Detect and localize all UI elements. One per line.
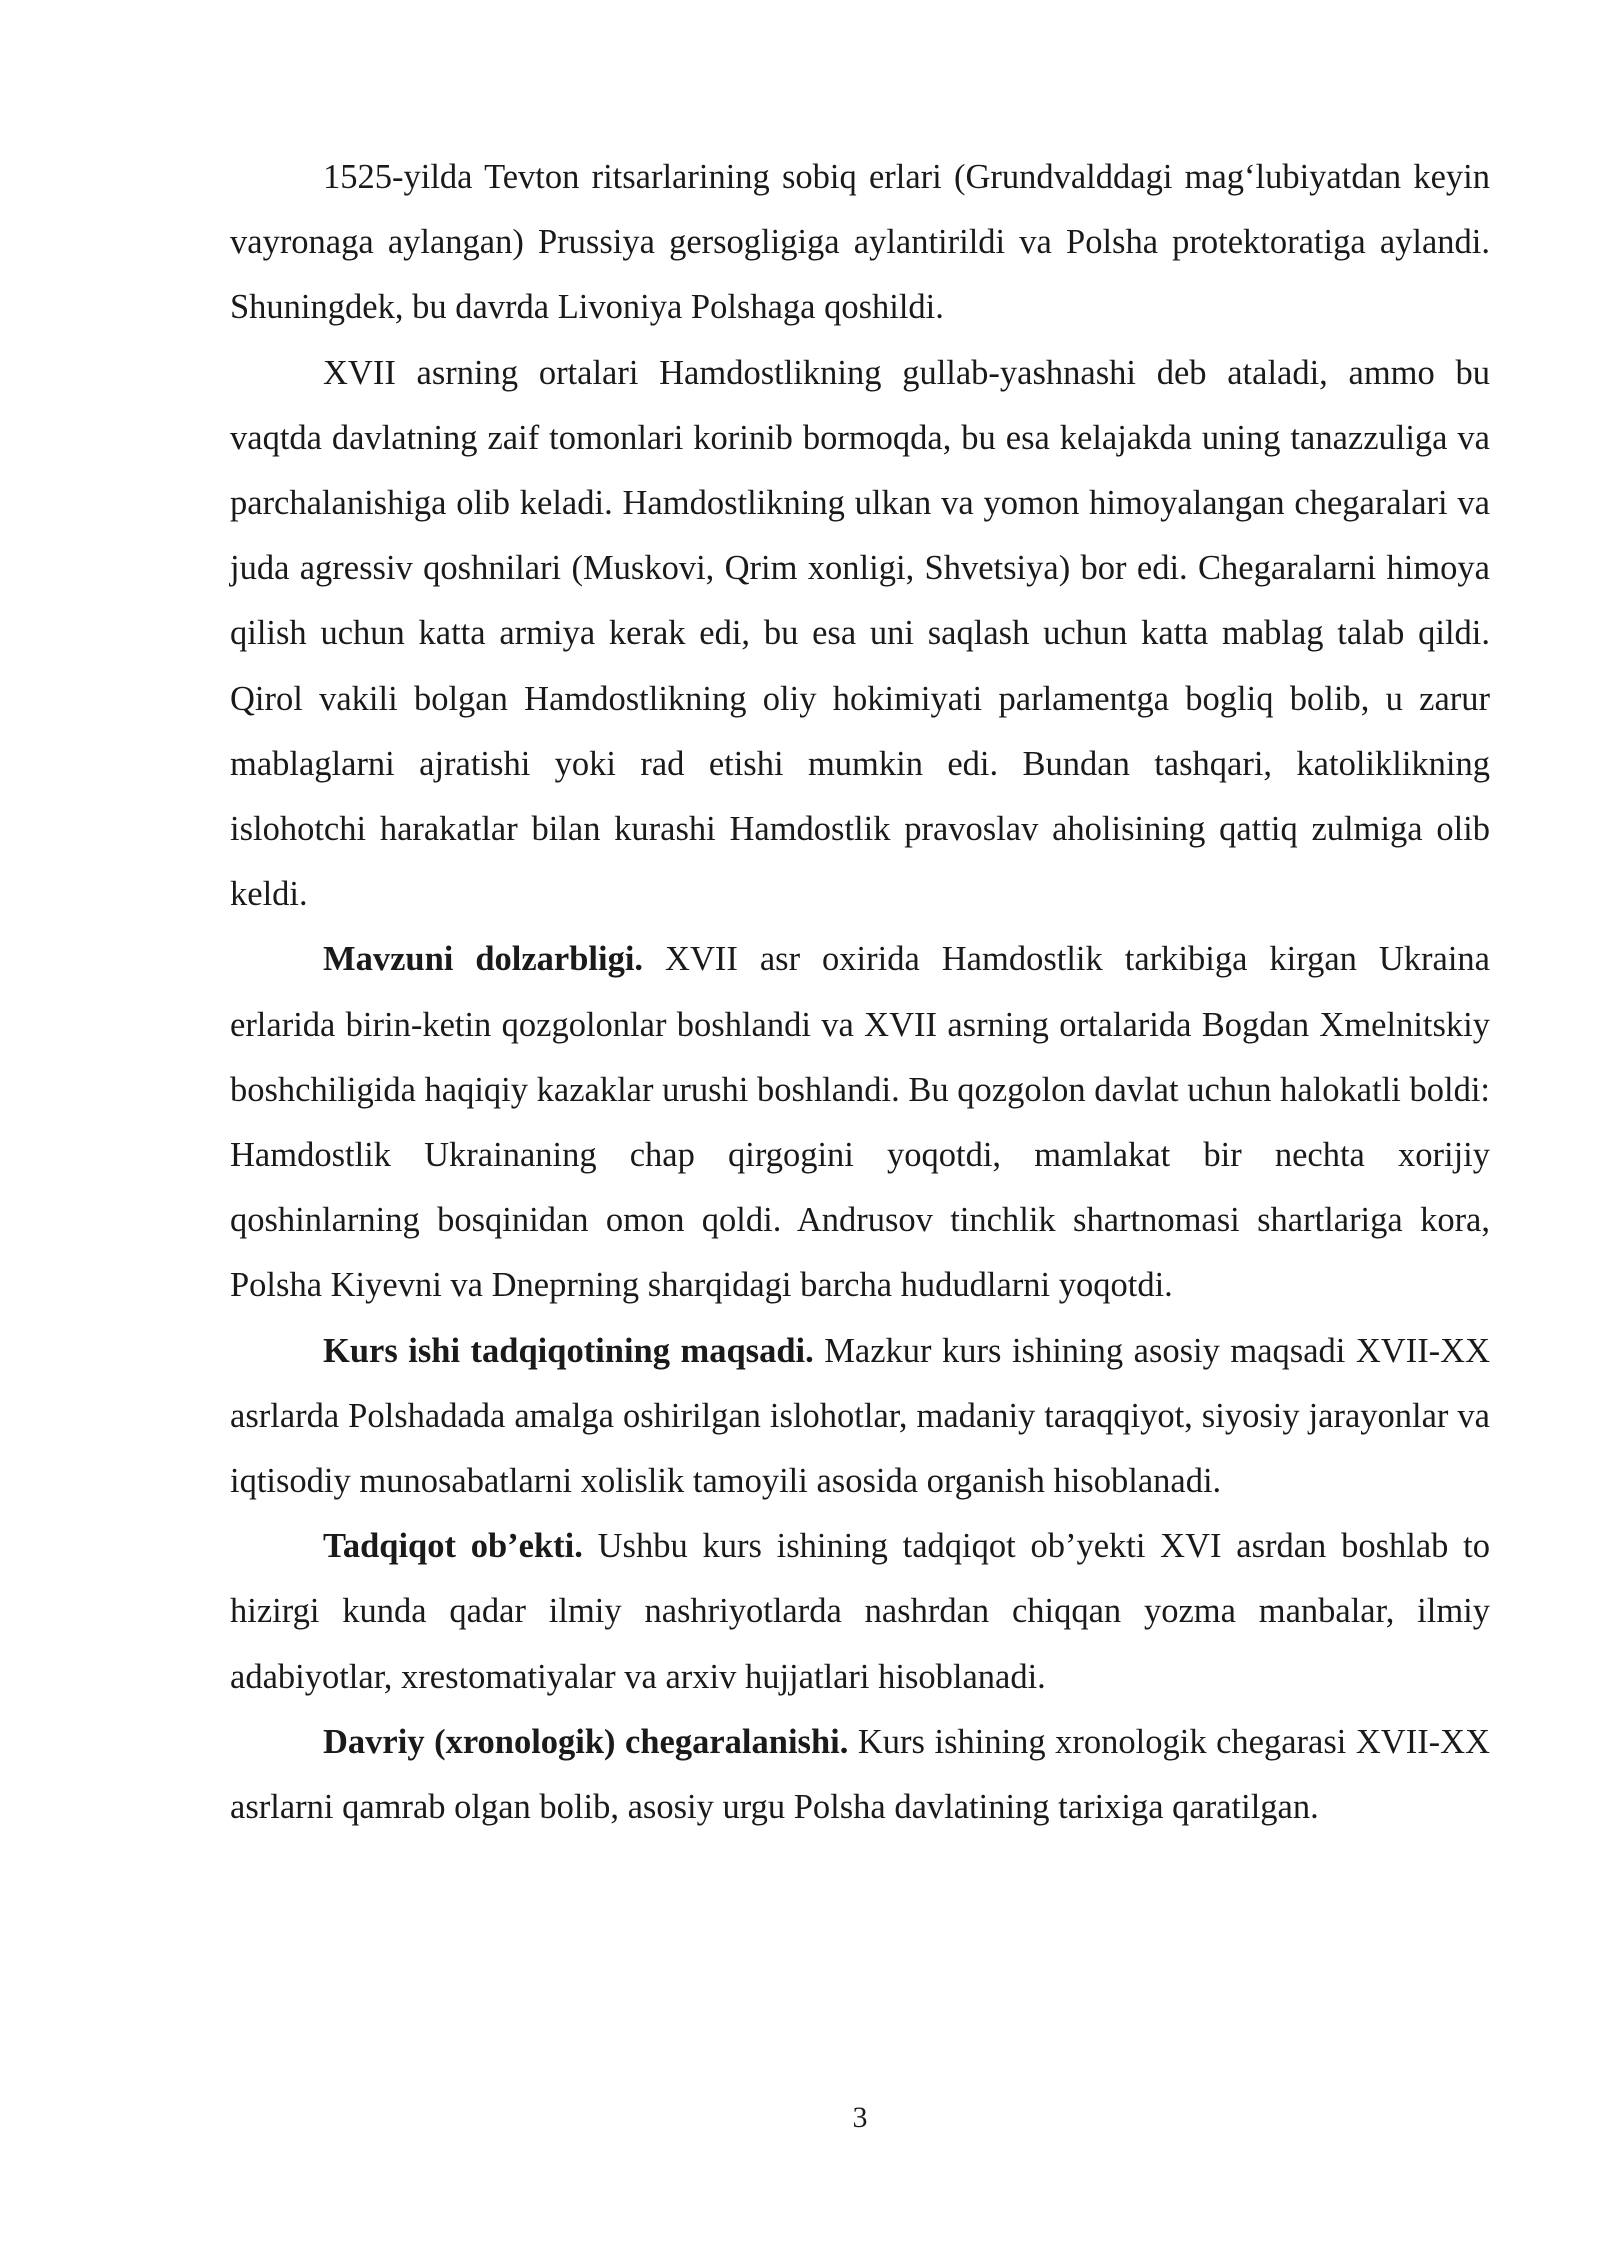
paragraph-goal-text: Mazkur kurs ishining asosiy maqsadi XVII-XX asrlarda Polshadada amalga oshirilgan islohotlar, madaniy taraqqiyot, siyosiy jarayonlar va iqtisodiy munosabatlarni xolislik tamoyili asosida organish hisoblanadi. [230,1331,1490,1501]
paragraph-chronology-text: Kurs ishining xronologik chegarasi XVII-XX asrlarni qamrab olgan bolib, asosiy urgu Polsha davlatining tarixiga qaratilgan. [230,1722,1490,1827]
paragraph-2-text: XVII asrning ortalari Hamdostlikning gullab-yashnashi deb ataladi, ammo bu vaqtda davlatning zaif tomonlari korinib bormoqda, bu esa kelajakda uning tanazzuliga va parchalanishiga olib keladi. Hamdostlikning ulkan va yomon himoyalangan chegaralari va juda agressiv qoshnilari (Muskovi, Qrim xonligi, Shvetsiya) bor edi. Chegaralarni himoya qilish uchun katta armiya kerak edi, bu esa uni saqlash uchun katta mablag talab qildi. Qirol vakili bolgan Hamdostlikning oliy hokimiyati parlamentga bogliq bolib, u zarur mablaglarni ajratishi yoki rad etishi mumkin edi. Bundan tashqari, katoliklikning islohotchi harakatlar bilan kurashi Hamdostlik pravoslav aholisining qattiq zulmiga olib keldi. [230,353,1490,914]
paragraph-object [230,1514,1490,1710]
document-body [230,145,1490,1840]
paragraph-2 [230,341,1490,928]
paragraph-chronology-heading: Davriy (xronologik) chegaralanishi. [323,1722,849,1761]
paragraph-relevance-heading: Mavzuni dolzarbligi. [323,940,644,979]
page-number: 3 [852,2101,868,2134]
paragraph-chronology [230,1710,1490,1840]
paragraph-relevance [230,927,1490,1318]
paragraph-1 [230,145,1490,341]
paragraph-1-text: 1525-yilda Tevton ritsarlarining sobiq erlari (Grundvalddagi mag‘lubiyatdan keyin vayronaga aylangan) Prussiya gersogligiga aylantirildi va Polsha protektoratiga aylandi. Shuningdek, bu davrda Livoniya Polshaga qoshildi. [230,158,1490,327]
paragraph-relevance-text: XVII asr oxirida Hamdostlik tarkibiga kirgan Ukraina erlarida birin-ketin qozgolonlar boshlandi va XVII asrning ortalarida Bogdan Xmelnitskiy boshchiligida haqiqiy kazaklar urushi boshlandi. Bu qozgolon davlat uchun halokatli boldi: Hamdostlik Ukrainaning chap qirgogini yoqotdi, mamlakat bir nechta xorijiy qoshinlarning bosqinidan omon qoldi. Andrusov tinchlik shartnomasi shartlariga kora, Polsha Kiyevni va Dneprning sharqidagi barcha hududlarni yoqotdi. [230,940,1490,1305]
paragraph-goal [230,1319,1490,1515]
paragraph-object-text: Ushbu kurs ishining tadqiqot ob’yekti XVI asrdan boshlab to hizirgi kunda qadar ilmiy nashriyotlarda nashrdan chiqqan yozma manbalar, ilmiy adabiyotlar, xrestomatiyalar va arxiv hujjatlari hisoblanadi. [230,1527,1490,1696]
paragraph-goal-heading: Kurs ishi tadqiqotining maqsadi. [323,1331,814,1370]
paragraph-object-heading: Tadqiqot ob’ekti. [323,1527,583,1566]
